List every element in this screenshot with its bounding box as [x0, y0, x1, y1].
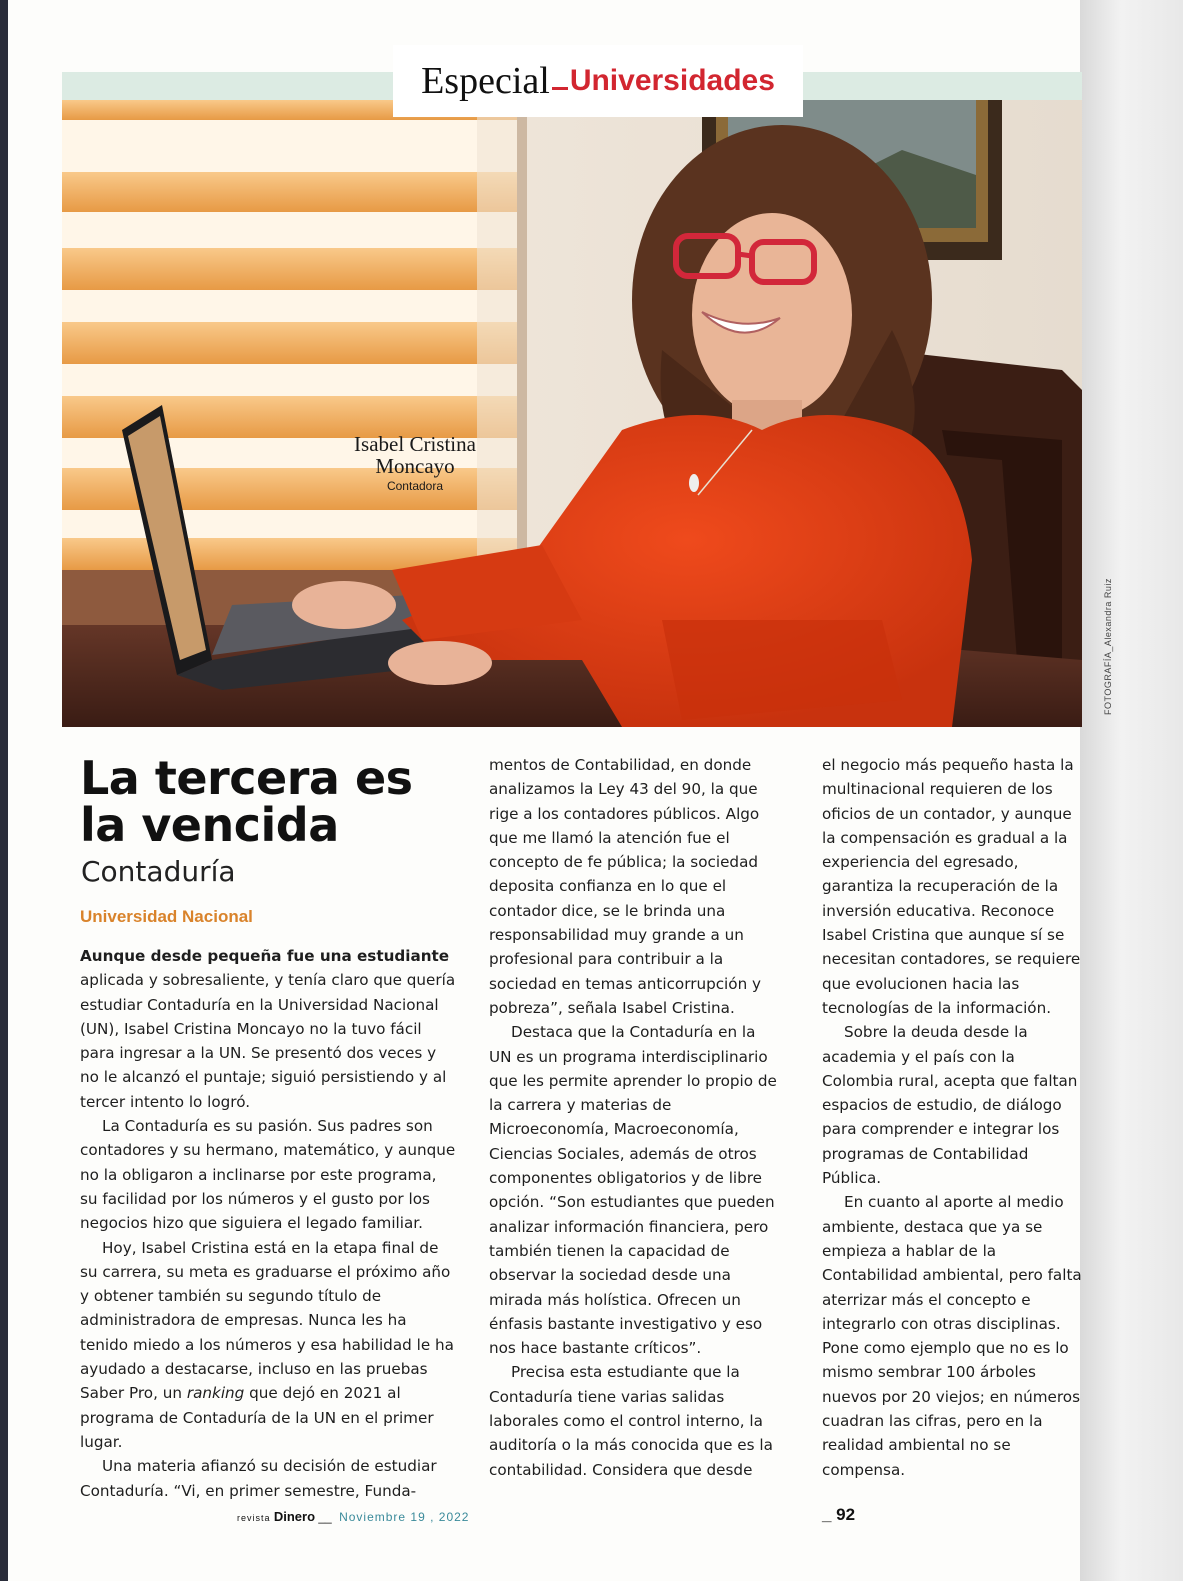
section-word: Especial: [421, 60, 550, 102]
paragraph: En cuanto al aporte al medio ambiente, destaca que ya se empieza a hablar de la Contabilidad ambiental, pero falta aterrizar más el concepto e integrarlo con otras disciplinas. Pone como ejemplo que no es lo mismo sembrar 100 árboles nuevos por 20 viejos; en números cuadran las cifras, pero en la realidad ambiental no se compensa.: [822, 1193, 1082, 1479]
paragraph: Destaca que la Contaduría en la UN es un programa interdisciplinario que les permite aprender lo propio de la carrera y materias de Microeconomía, Macroeconomía, Ciencias Sociales, además de otros componentes obligatorios y de libre opción. “Son estudiantes que pueden analizar información financiera, pero también tienen la capacidad de observar la sociedad desde una mirada más holística. Ofrecen un énfasis bastante investigativo y eso nos hace bastante críticos”.: [489, 1023, 777, 1358]
issue-date: Noviembre 19 , 2022: [339, 1510, 470, 1524]
paragraph: Sobre la deuda desde la academia y el país con la Colombia rural, acepta que faltan espacios de estudio, de diálogo para comprender e integrar los programas de Contabilidad Pública.: [822, 1023, 1078, 1188]
emphasis: ranking: [186, 1384, 245, 1403]
article-column-3: [822, 753, 1084, 1482]
article-headline: La tercera es la vencida: [80, 751, 413, 852]
footer-folio: [237, 1509, 469, 1524]
section-underscore: [552, 87, 568, 90]
paragraph: [80, 1236, 458, 1455]
caption-name: Isabel Cristina Moncayo: [354, 432, 476, 478]
article-column-2: [489, 753, 779, 1482]
portrait-photo: [62, 100, 1082, 727]
caption-role: Contadora: [386, 479, 444, 493]
paragraph-text: Hoy, Isabel Cristina está en la etapa final de su carrera, su meta es graduarse el próximo año y obtener también su segundo título de administradora de empresas. Nunca les ha tenido miedo a los números y esa habilidad le ha ayudado a destacarse, incluso en las pruebas Saber Pro, un: [80, 1238, 454, 1403]
section-label: [393, 45, 803, 117]
article-institution: Universidad Nacional: [80, 907, 253, 926]
magazine-prefix: revista: [237, 1513, 271, 1523]
photo-credit: [1098, 580, 1114, 730]
lead-in: Aunque desde pequeña fue una estudiante: [80, 947, 450, 965]
article-column-1: [80, 944, 458, 1503]
left-page-edge: [0, 0, 8, 1581]
paragraph-text: aplicada y sobresaliente, y tenía claro que quería estudiar Contaduría en la Universidad Nacional (UN), Isabel Cristina Moncayo no la tuvo fácil para ingresar a la UN. Se presentó dos veces y no le alcanzó el puntaje; siguió persistiendo y al tercer intento lo logró.: [80, 971, 456, 1111]
page-gutter-shadow: [1080, 0, 1183, 1581]
section-name: Universidades: [569, 64, 775, 97]
paragraph: La Contaduría es su pasión. Sus padres son contadores y su hermano, matemático, y aunque no la obligaron a inclinarse por este programa, su facilidad por los números y el gusto por los negocios hizo que siguiera el legado familiar.: [80, 1117, 456, 1233]
paragraph: Una materia afianzó su decisión de estudiar Contaduría. “Vi, en primer semestre, Funda-: [80, 1457, 437, 1500]
paragraph: [80, 944, 458, 1114]
photo-caption: [330, 433, 500, 493]
article-subtitle: Contaduría: [81, 855, 236, 888]
photo-illustration: [62, 100, 1082, 727]
paragraph: mentos de Contabilidad, en donde analizamos la Ley 43 del 90, la que rige a los contadores públicos. Algo que me llamó la atención fue el concepto de fe pública; la sociedad deposita confianza en lo que el contador dice, se le brinda una responsabilidad muy grande a un profesional para contribuir a la sociedad en temas anticorrupción y pobreza”, señala Isabel Cristina.: [489, 756, 762, 1017]
paragraph: Precisa esta estudiante que la Contaduría tiene varias salidas laborales como el control interno, la auditoría o la más conocida que es la contabilidad. Considera que desde: [489, 1363, 773, 1479]
footer-separator: __: [318, 1510, 332, 1524]
page-number: _ 92: [822, 1505, 856, 1524]
photo-credit-text: FOTOGRAFÍA_Alexandra Ruiz: [1103, 578, 1113, 715]
paragraph-text: que dejó en 2021 al programa de Contaduría de la UN en el primer lugar.: [80, 1384, 434, 1451]
magazine-name: Dinero: [273, 1509, 316, 1524]
paragraph: el negocio más pequeño hasta la multinacional requieren de los oficios de un contador, y aunque la compensación es gradual a la experiencia del egresado, garantiza la recuperación de la inversión educativa. Reconoce Isabel Cristina que aunque sí se necesitan contadores, se requiere que evolucionen hacia las tecnologías de la información.: [822, 756, 1081, 1017]
